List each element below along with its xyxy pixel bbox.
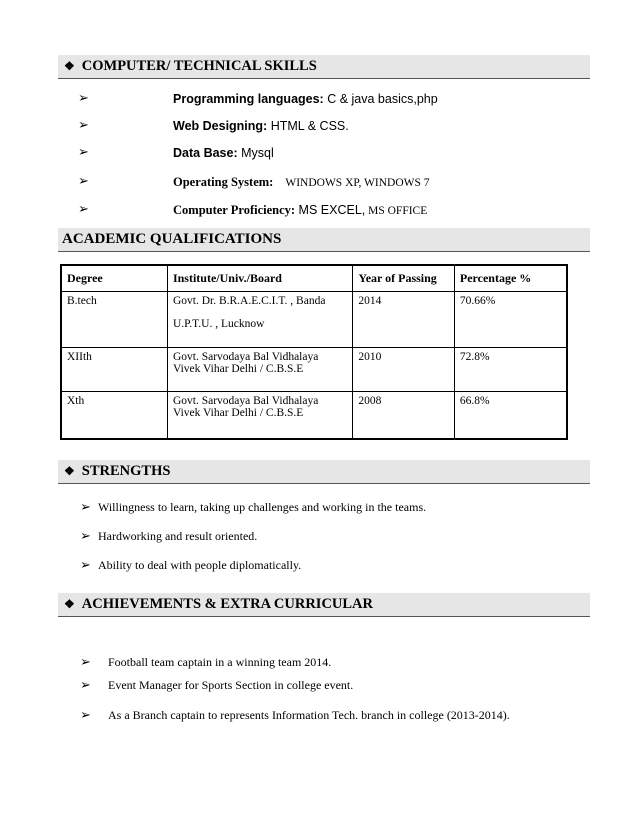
arrow-bullet-icon: ➢ [80,655,91,670]
header-institute: Institute/Univ./Board [167,265,352,291]
table-header-row [61,265,567,291]
strength-text: Hardworking and result oriented. [98,529,258,543]
institute-line: Govt. Sarvodaya Bal Vidhalaya [172,350,319,363]
skill-label: Programming languages: [173,92,324,106]
academic-table [60,264,568,440]
arrow-bullet-icon: ➢ [78,145,89,160]
cell-degree: B.tech [61,291,167,347]
skill-label: Web Designing: [173,119,268,133]
cell-percentage: 72.8% [454,347,567,391]
list-item [80,529,257,544]
diamond-bullet-icon: ❖ [64,597,75,611]
diamond-bullet-icon: ❖ [64,59,75,73]
strength-text: Willingness to learn, taking up challenges and working in the teams. [98,500,427,514]
institute-line: Govt. Dr. B.R.A.E.C.I.T. , Banda [172,294,326,307]
skill-value: C & java basics,php [323,92,438,106]
arrow-bullet-icon: ➢ [80,678,91,693]
cell-percentage: 70.66% [454,291,567,347]
strengths-section-title: STRENGTHS [81,463,171,479]
table-row [61,391,567,439]
skill-item [173,175,430,190]
academic-section-title: ACADEMIC QUALIFICATIONS [62,231,282,247]
header-percentage: Percentage % [454,265,567,291]
list-item [80,500,426,515]
arrow-bullet-icon: ➢ [80,500,91,515]
strength-text: Ability to deal with people diplomatically. [98,558,302,572]
arrow-bullet-icon: ➢ [78,91,89,106]
institute-line: Vivek Vihar Delhi / C.B.S.E [172,406,304,419]
diamond-bullet-icon: ❖ [64,464,75,478]
list-item [80,558,301,573]
skill-value: WINDOWS XP, WINDOWS 7 [285,177,430,189]
skill-bullet [78,202,94,217]
arrow-bullet-icon: ➢ [80,708,91,723]
arrow-bullet-icon: ➢ [80,558,91,573]
strengths-section-header [58,460,590,484]
skills-section-title: COMPUTER/ TECHNICAL SKILLS [81,58,317,74]
skill-value: HTML & CSS. [267,119,349,133]
skill-item [173,92,438,107]
skill-bullet [78,118,94,133]
cell-institute [167,391,352,439]
cell-institute [167,291,352,347]
cell-percentage: 66.8% [454,391,567,439]
skill-label: Operating System: [173,175,274,189]
header-year: Year of Passing [353,265,455,291]
cell-degree: XIIth [61,347,167,391]
skill-label: Computer Proficiency: [173,203,296,217]
institute-line: Vivek Vihar Delhi / C.B.S.E [172,362,304,375]
skill-value: Mysql [237,146,274,160]
skill-bullet [78,174,94,189]
skill-bullet [78,91,94,106]
skill-bullet [78,145,94,160]
list-item [80,655,331,670]
skill-value-extra: MS OFFICE [365,205,428,217]
header-degree: Degree [61,265,167,291]
achievement-text: Event Manager for Sports Section in college event. [108,678,354,692]
achievement-text: As a Branch captain to represents Information Tech. branch in college (2013-2014). [108,708,510,722]
cell-institute [167,347,352,391]
arrow-bullet-icon: ➢ [78,118,89,133]
skills-section-header [58,55,590,79]
skill-item [173,146,274,161]
skill-value: MS EXCEL, [295,203,366,217]
academic-section-header [58,228,590,252]
cell-year: 2008 [353,391,455,439]
list-item [80,708,510,723]
institute-line: Govt. Sarvodaya Bal Vidhalaya [172,394,319,407]
table-row [61,347,567,391]
achievements-section-header [58,593,590,617]
table-row [61,291,567,347]
cell-year: 2014 [353,291,455,347]
cell-year: 2010 [353,347,455,391]
skill-label: Data Base: [173,146,238,160]
skill-item [173,119,349,134]
achievements-section-title: ACHIEVEMENTS & EXTRA CURRICULAR [81,596,374,612]
cell-degree: Xth [61,391,167,439]
institute-line: U.P.T.U. , Lucknow [172,317,265,330]
achievement-text: Football team captain in a winning team 2014. [108,655,332,669]
arrow-bullet-icon: ➢ [78,174,89,189]
arrow-bullet-icon: ➢ [80,529,91,544]
list-item [80,678,353,693]
skill-item [173,203,427,218]
arrow-bullet-icon: ➢ [78,202,89,217]
